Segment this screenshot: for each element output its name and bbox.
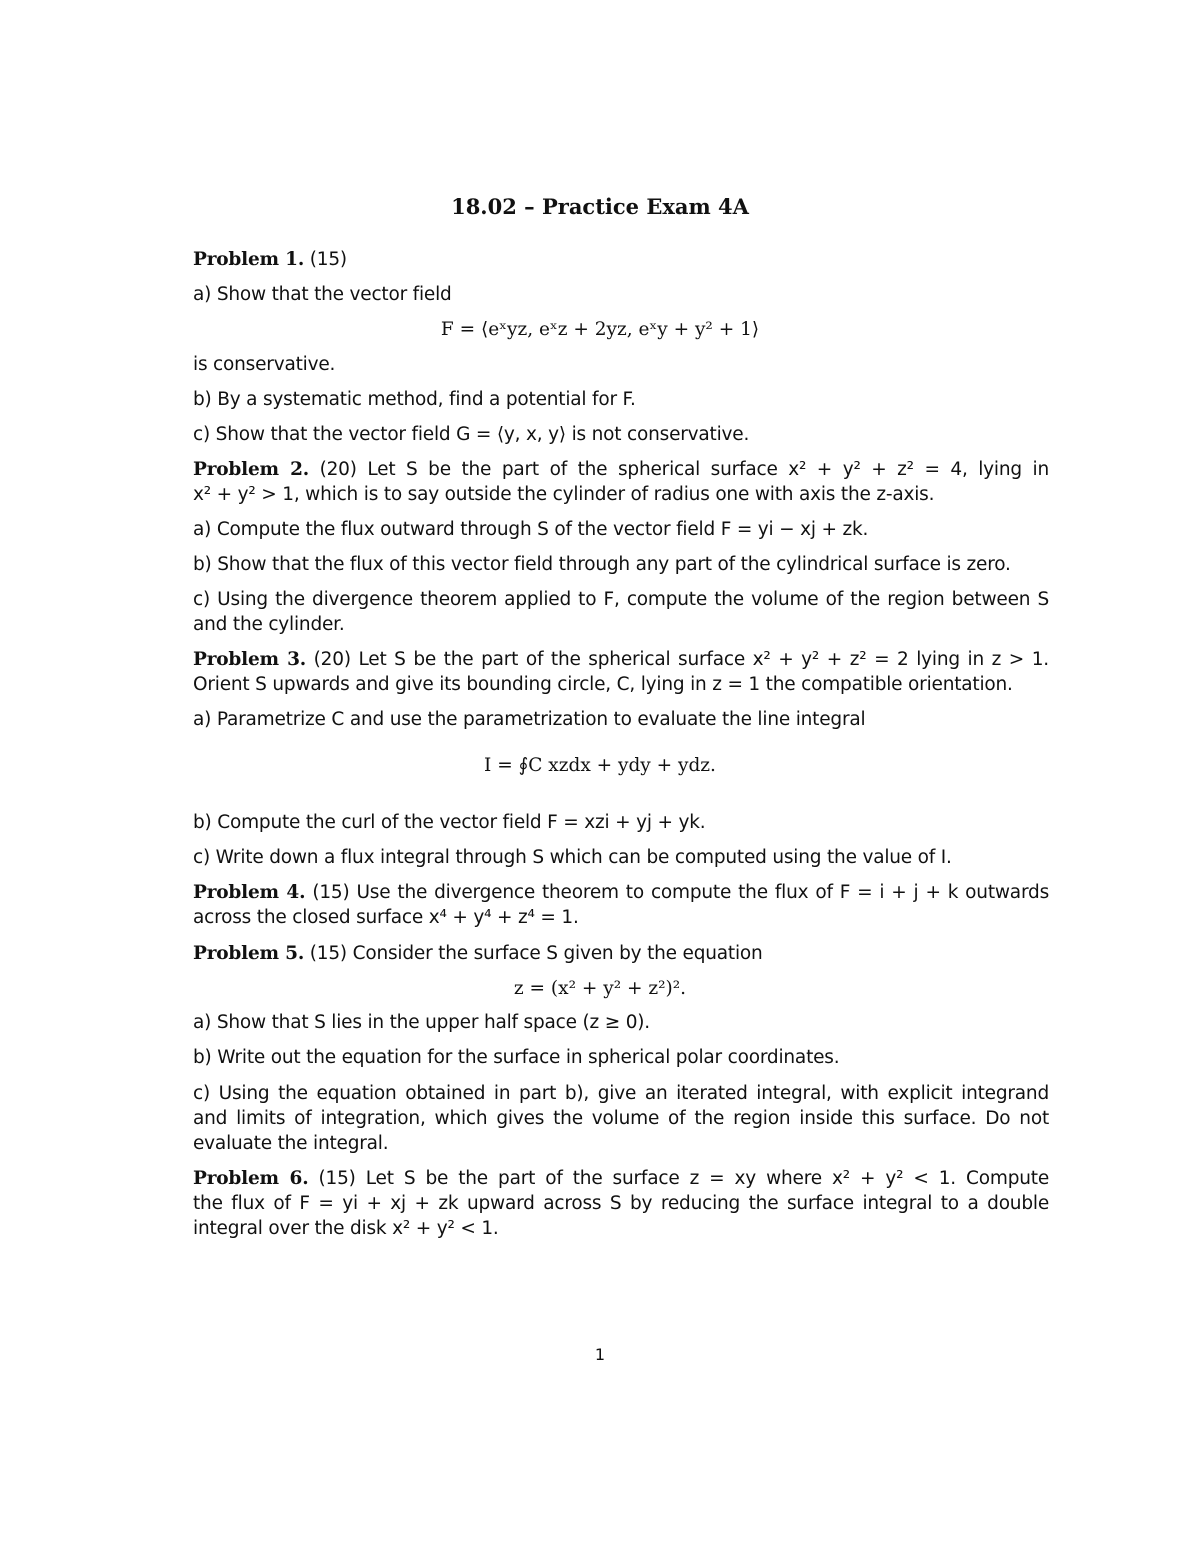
problem-1b: b) By a systematic method, find a potential for F. xyxy=(193,389,636,410)
problem-5-points: (15) xyxy=(309,943,347,964)
problem-5-equation: z = (x² + y² + z²)². xyxy=(513,978,687,999)
problem-5b: b) Write out the equation for the surface in spherical polar coordinates. xyxy=(193,1047,840,1068)
problem-5-text: Consider the surface S given by the equation xyxy=(352,943,763,964)
problem-4-line-2: across the closed surface x⁴ + y⁴ + z⁴ = 1. xyxy=(193,907,579,928)
problem-4-text-1: Use the divergence theorem to compute the flux of F = i + j + k outwards xyxy=(356,882,1050,903)
problem-2-line-1 xyxy=(193,458,1049,482)
problem-5c-line-2: and limits of integration, which gives the volume of the region inside this surface. Do not xyxy=(193,1108,1049,1129)
problem-3a-equation: I = ∮C xzdx + ydy + ydz. xyxy=(484,755,716,776)
problem-1-heading xyxy=(193,248,1049,272)
problem-3b: b) Compute the curl of the vector field F = xzi + yj + yk. xyxy=(193,812,706,833)
problem-6-line-2: the flux of F = yi + xj + zk upward across S by reducing the surface integral to a double xyxy=(193,1193,1049,1214)
problem-5c-line-3: evaluate the integral. xyxy=(193,1133,389,1154)
problem-3-label: Problem 3. xyxy=(193,649,307,670)
problem-3c: c) Write down a flux integral through S which can be computed using the value of I. xyxy=(193,847,952,868)
problem-5c-line-1: c) Using the equation obtained in part b), give an iterated integral, with explicit integrand xyxy=(193,1083,1049,1104)
problem-5-label: Problem 5. xyxy=(193,943,305,964)
problem-6-line-1 xyxy=(193,1167,1049,1191)
problem-6-line-3: integral over the disk x² + y² < 1. xyxy=(193,1218,499,1239)
problem-1-label: Problem 1. xyxy=(193,249,305,270)
page-number: 1 xyxy=(594,1345,606,1364)
problem-2-points: (20) xyxy=(319,459,357,480)
problem-3-text-1: Let S be the part of the spherical surface x² + y² + z² = 2 lying in z > 1. xyxy=(358,649,1049,670)
problem-1a-equation: F = ⟨eˣyz, eˣz + 2yz, eˣy + y² + 1⟩ xyxy=(440,319,760,340)
problem-3-line-1 xyxy=(193,648,1049,672)
page-title: 18.02 – Practice Exam 4A xyxy=(451,194,749,219)
problem-5-line-1 xyxy=(193,942,1049,966)
problem-5a: a) Show that S lies in the upper half space (z ≥ 0). xyxy=(193,1012,650,1033)
problem-2b: b) Show that the flux of this vector field through any part of the cylindrical surface is zero. xyxy=(193,554,1011,575)
problem-6-label: Problem 6. xyxy=(193,1168,309,1189)
problem-3-points: (20) xyxy=(313,649,351,670)
problem-2-text-1: Let S be the part of the spherical surface x² + y² + z² = 4, lying in xyxy=(367,459,1049,480)
problem-2c-line-2: and the cylinder. xyxy=(193,614,345,635)
problem-2a: a) Compute the flux outward through S of the vector field F = yi − xj + zk. xyxy=(193,519,869,540)
problem-2-label: Problem 2. xyxy=(193,459,309,480)
problem-4-line-1 xyxy=(193,881,1049,905)
problem-2-line-2: x² + y² > 1, which is to say outside the cylinder of radius one with axis the z-axis. xyxy=(193,484,935,505)
problem-1a-intro: a) Show that the vector field xyxy=(193,284,452,305)
problem-3-line-2: Orient S upwards and give its bounding circle, C, lying in z = 1 the compatible orientation. xyxy=(193,674,1013,695)
problem-6-points: (15) xyxy=(318,1168,356,1189)
problem-1c: c) Show that the vector field G = ⟨y, x, y⟩ is not conservative. xyxy=(193,424,750,445)
problem-1-points: (15) xyxy=(309,249,347,270)
problem-3a: a) Parametrize C and use the parametrization to evaluate the line integral xyxy=(193,709,866,730)
problem-4-points: (15) xyxy=(312,882,350,903)
problem-6-text-1: Let S be the part of the surface z = xy where x² + y² < 1. Compute xyxy=(365,1168,1049,1189)
problem-1a-tail: is conservative. xyxy=(193,354,336,375)
problem-2c-line-1: c) Using the divergence theorem applied to F, compute the volume of the region between S xyxy=(193,589,1049,610)
problem-4-label: Problem 4. xyxy=(193,882,306,903)
